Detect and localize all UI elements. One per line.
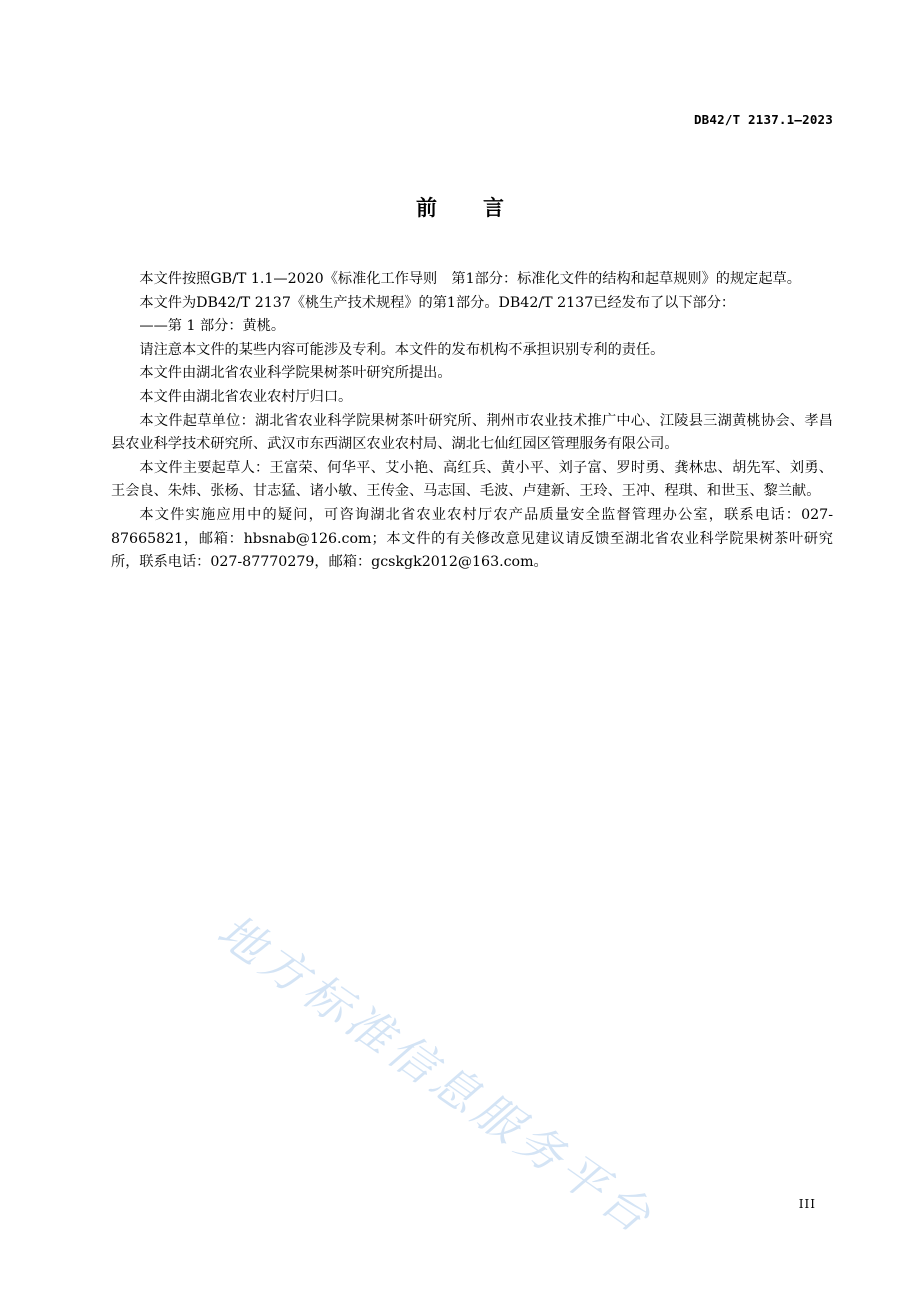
watermark-text: 地方标准信息服务平台: [207, 903, 665, 1246]
paragraph-patent-notice: 请注意本文件的某些内容可能涉及专利。本文件的发布机构不承担识别专利的责任。: [139, 341, 665, 358]
paragraph-drafting-rules: 本文件按照GB/T 1.1—2020《标准化工作导则 第1部分：标准化文件的结构和起草规则》的规定起草。: [139, 271, 801, 287]
page-title: [0, 192, 920, 222]
title-char-1: 前: [416, 196, 437, 220]
standard-code: DB42/T 2137.1—2023: [693, 112, 833, 127]
paragraph-centralized-unit: 本文件由湖北省农业农村厅归口。: [139, 388, 353, 405]
paragraph-drafting-units: 本文件起草单位：湖北省农业科学院果树茶叶研究所、荆州市农业技术推广中心、江陵县三湖黄桃协会、孝昌县农业科学技术研究所、武汉市东西湖区农业农村局、湖北七仙红园区管理服务有限公司。: [111, 412, 833, 453]
paragraph-part-info: 本文件为DB42/T 2137《桃生产技术规程》的第1部分。DB42/T 2137已经发布了以下部分：: [139, 294, 736, 311]
foreword-body: [111, 268, 833, 575]
title-char-2: 言: [483, 196, 504, 220]
paragraph-proposer: 本文件由湖北省农业科学院果树茶叶研究所提出。: [139, 365, 452, 382]
paragraph-drafters: 本文件主要起草人：王富荣、何华平、艾小艳、高红兵、黄小平、刘子富、罗时勇、龚林忠、胡先军、刘勇、王会良、朱炜、张杨、甘志猛、诸小敏、王传金、马志国、毛波、卢建新、王玲、王冲、程琪、和世玉、黎兰献。: [111, 459, 833, 500]
paragraph-part-list-item: ——第 1 部分：黄桃。: [139, 318, 286, 335]
paragraph-contact: 本文件实施应用中的疑问，可咨询湖北省农业农村厅农产品质量安全监督管理办公室，联系电话：027-87665821，邮箱：hbsnab@126.com；本文件的有关修改意见建议请反馈至湖北省农业科学院果树茶叶研究所，联系电话：027-87770279，邮箱：gcskgk2012@163.com。: [111, 506, 833, 571]
page-number: III: [798, 1197, 816, 1211]
